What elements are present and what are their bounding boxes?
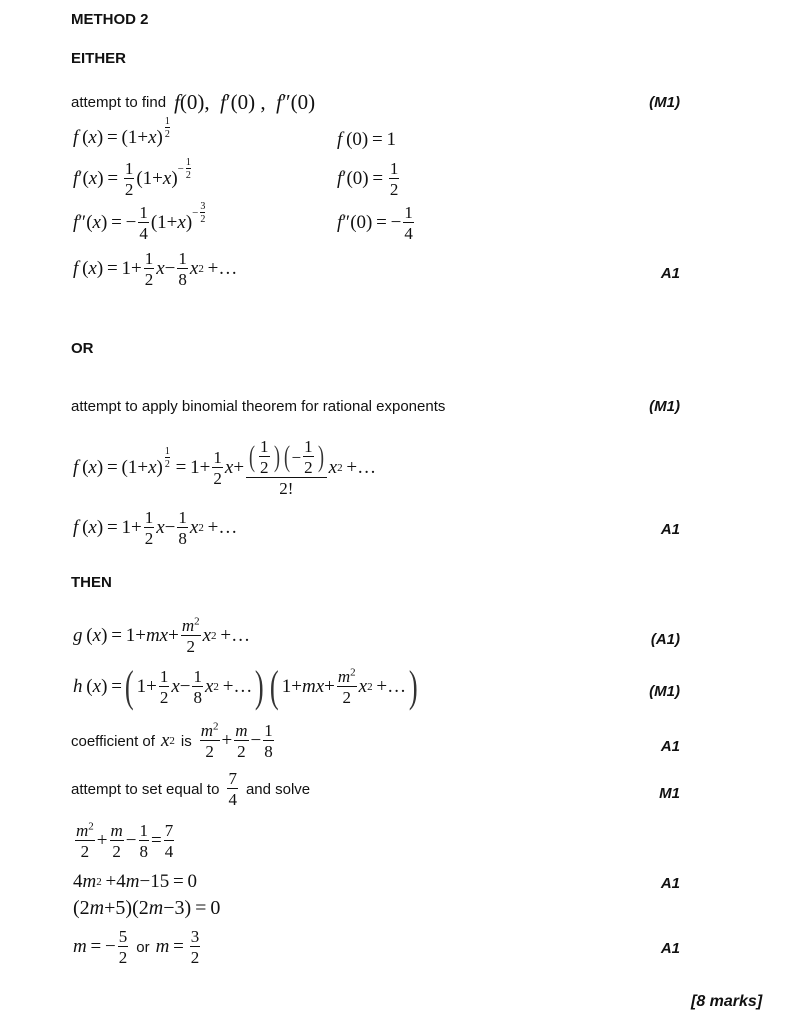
or-attempt-text: attempt to apply binomial theorem for rational exponents [71, 398, 446, 415]
either-heading: EITHER [71, 50, 127, 67]
total-marks: [8 marks] [691, 993, 763, 1010]
set-equal-text-a: attempt to set equal to [71, 780, 220, 798]
coefficient-expr: $\frac{m^2}{2}$ + $\frac{m}{2}$ − $\frac{1}{8}$ [200, 720, 273, 761]
mark-either-result: A1 [660, 265, 680, 282]
then-heading: THEN [71, 574, 112, 591]
then-solution [73, 928, 202, 966]
either-line-f-prime: f ′( x ) = $\frac{1}{2}$ (1+ x ) − $\frac{1}{2}$ [73, 156, 191, 199]
solution-b: m = $\frac{3}{2}$ [155, 927, 200, 967]
mark-or-attempt: (M1) [649, 398, 680, 415]
mark-or-result: A1 [660, 521, 680, 538]
either-line-f-double-prime-0: f ″(0) = − $\frac{1}{4}$ [337, 203, 413, 243]
then-equation: $\frac{m^2}{2}$ + $\frac{m}{2}$ − $\frac{1}{8}$ = $\frac{7}{4}$ [76, 820, 174, 861]
or-result: f ( x ) = 1+ $\frac{1}{2}$ x − $\frac{1}{8}$ x 2 +… [73, 508, 238, 548]
coefficient-x2: x 2 [160, 730, 175, 751]
mark-quadratic: A1 [660, 875, 680, 892]
method-heading: METHOD 2 [71, 11, 149, 28]
then-g: g ( x ) = 1+ mx + $\frac{m^2}{2}$ x 2 +… [73, 615, 251, 656]
then-set-equal-line [71, 770, 310, 808]
solution-a: m = − $\frac{5}{2}$ [73, 927, 128, 967]
set-equal-value: $\frac{7}{4}$ [228, 769, 237, 809]
either-result: f ( x ) = 1+ $\frac{1}{2}$ x − $\frac{1}{8}$ x 2 +… [73, 249, 238, 289]
mark-either-attempt: (M1) [649, 94, 680, 111]
mark-set-equal: M1 [659, 785, 680, 802]
mark-solution: A1 [660, 940, 680, 957]
coefficient-text-b: is [180, 732, 192, 750]
or-heading: OR [71, 340, 94, 357]
either-attempt-text: attempt to find [71, 94, 167, 111]
set-equal-text-b: and solve [245, 780, 311, 798]
mark-then-g: (A1) [650, 631, 680, 648]
or-expansion: f ( x ) = (1+ x ) $\frac{1}{2}$ = 1+ $\frac{1}{2}$ x + ( $\frac{1}{2}$ ) ( − $\frac{1}{2}$ ) 2! x 2 +… [73, 437, 377, 498]
either-line-f: f ( x ) = (1+ x ) $\frac{1}{2}$ [73, 116, 170, 148]
either-line-f-prime-0: f ′(0) = $\frac{1}{2}$ [337, 159, 399, 199]
mark-coefficient: A1 [660, 738, 680, 755]
solution-or: or [136, 938, 150, 956]
then-coefficient-line [71, 722, 276, 760]
coefficient-text-a: coefficient of [71, 732, 155, 750]
either-attempt-math: f (0), f ′(0) , f ″(0) [174, 90, 316, 114]
then-quadratic: 4 m 2 +4 m −15 = 0 [73, 871, 198, 892]
either-line-f-double-prime: f ″( x ) = − $\frac{1}{4}$ (1+ x ) − $\frac{3}{2}$ [73, 200, 206, 243]
then-factored: (2 m +5)(2 m −3) = 0 [73, 897, 221, 919]
then-h: h ( x ) = ( 1+ $\frac{1}{2}$ x − $\frac{1}{8}$ x 2 +… ) ( 1+ mx + $\frac{m^2}{2}$ x 2 +… ) [73, 662, 418, 711]
mark-then-h: (M1) [649, 683, 680, 700]
either-line-f0: f (0) = 1 [337, 129, 397, 150]
either-attempt-line [71, 90, 315, 115]
